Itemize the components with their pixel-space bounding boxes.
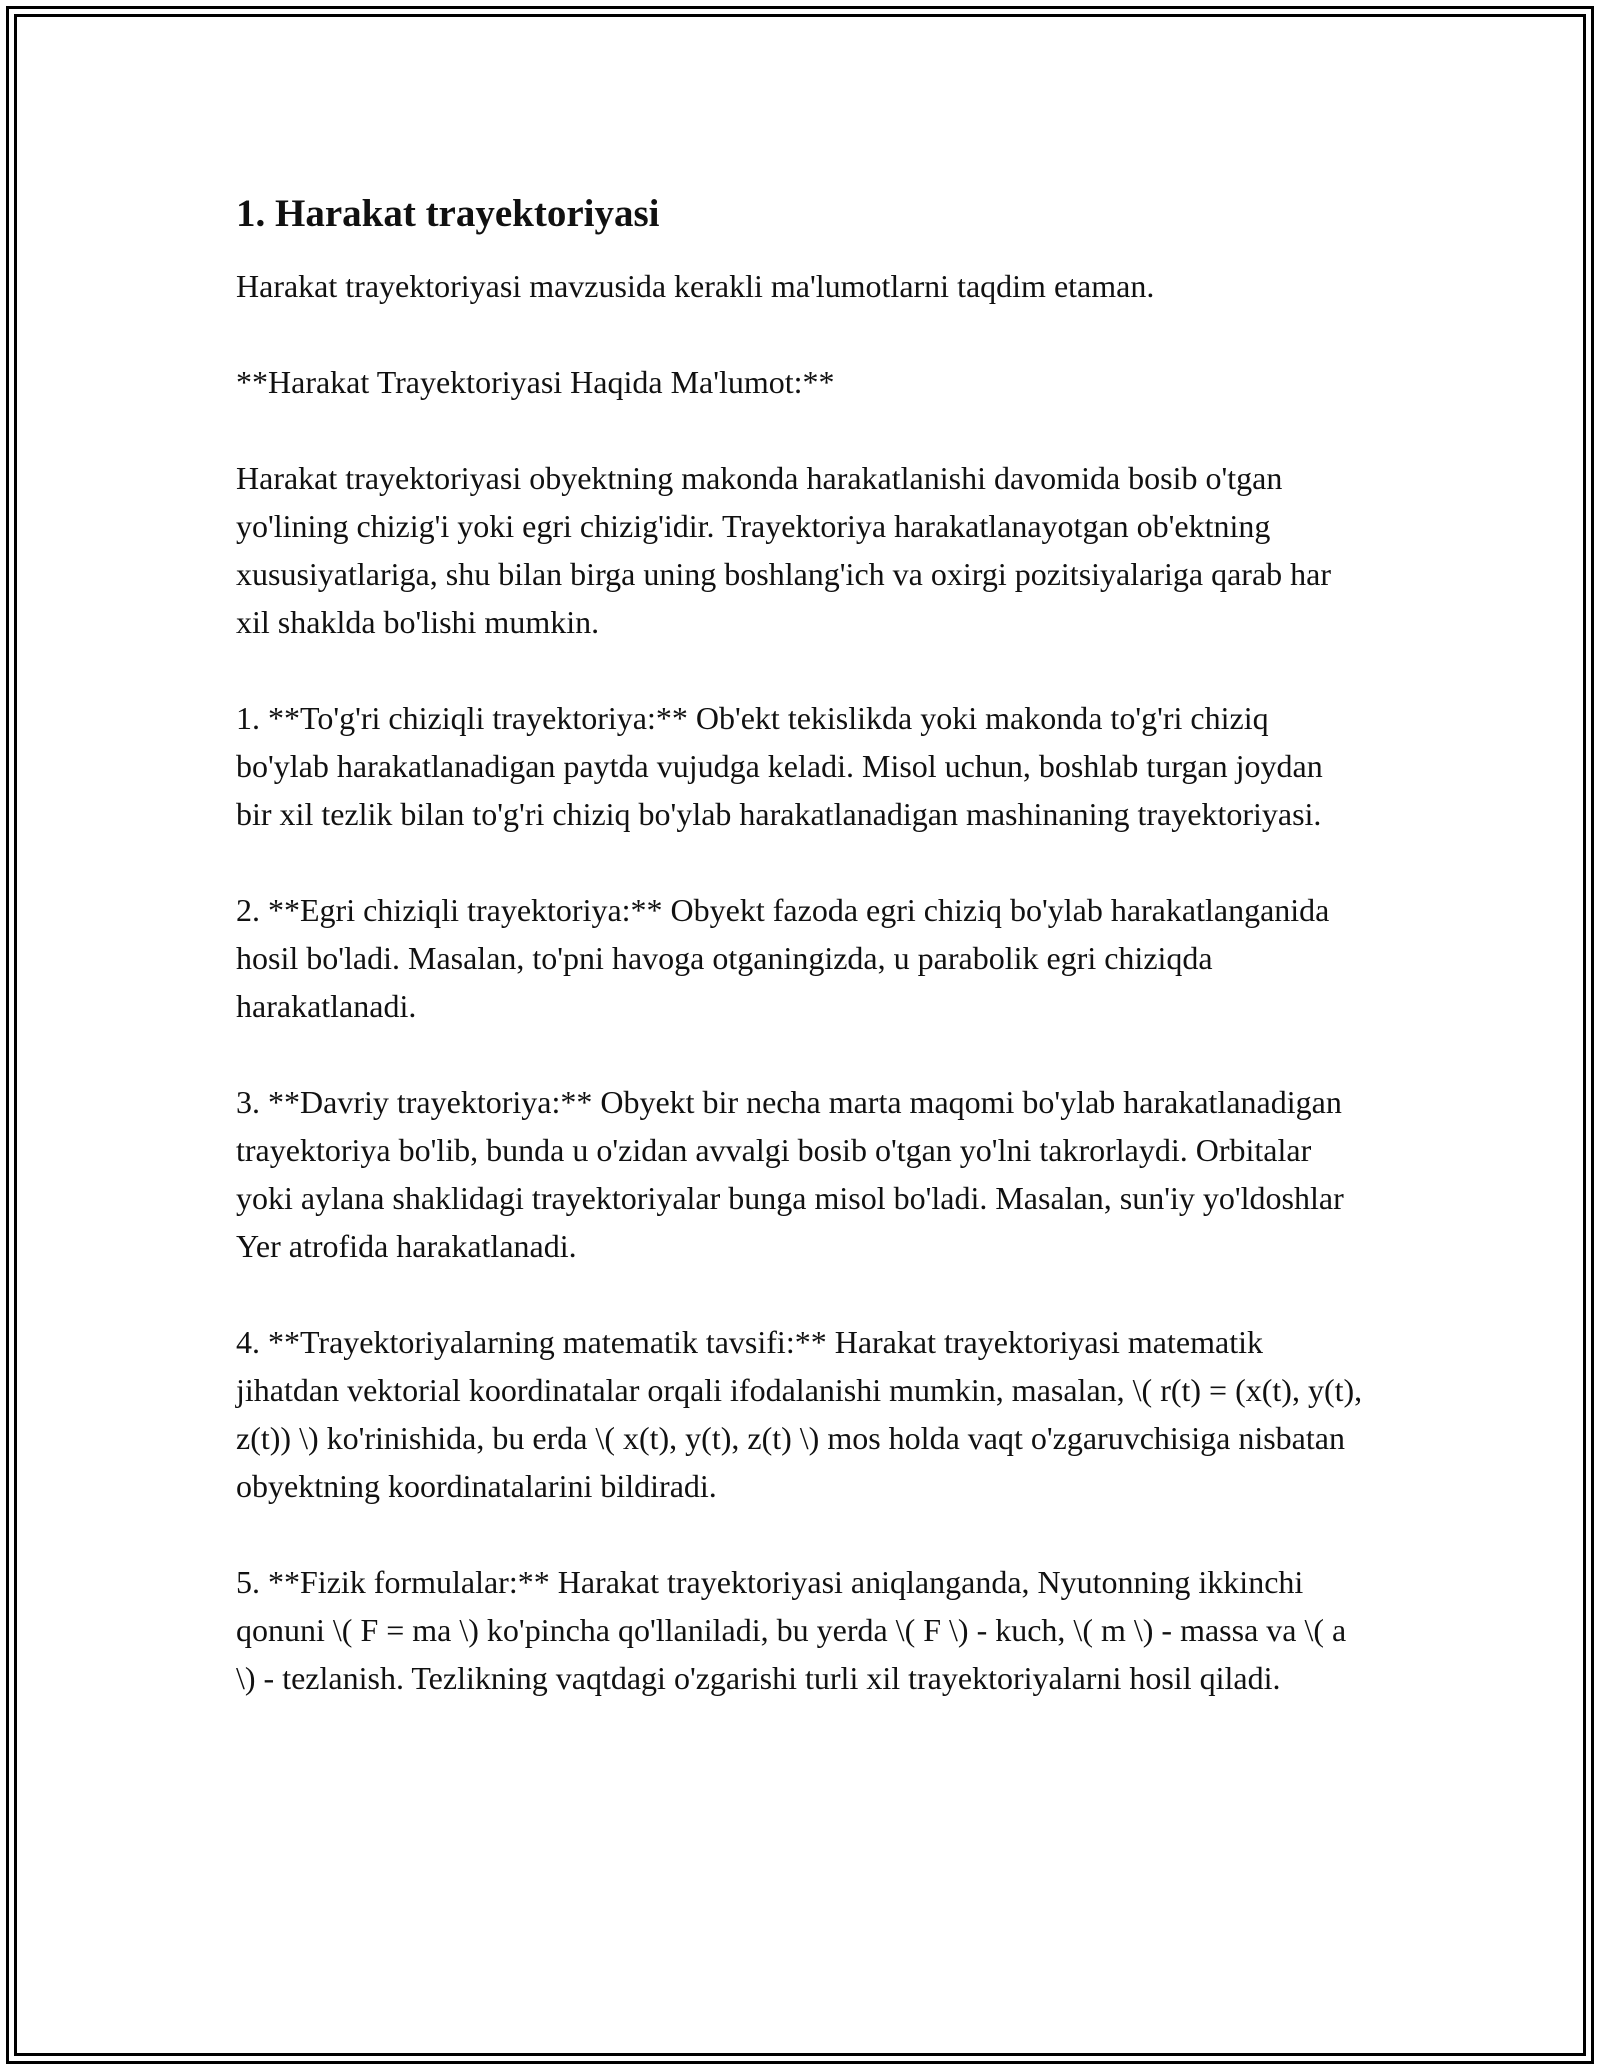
paragraph-section-heading: **Harakat Trayektoriyasi Haqida Ma'lumot:** (236, 364, 835, 400)
list-item-curved-trajectory: 2. **Egri chiziqli trayektoriya:** Obyekt fazoda egri chiziq bo'ylab harakatlanganida hosil bo'ladi. Masalan, to'pni havoga otganingizda, u parabolik egri chiziqda harakatlanadi. (236, 892, 1330, 1024)
paragraph-intro: Harakat trayektoriyasi mavzusida kerakli ma'lumotlarni taqdim etaman. (236, 268, 1155, 304)
list-item-periodic-trajectory: 3. **Davriy trayektoriya:** Obyekt bir necha marta maqomi bo'ylab harakatlanadigan trayektoriya bo'lib, bunda u o'zidan avvalgi bosib o'tgan yo'lni takrorlaydi. Orbitalar yoki aylana shaklidagi trayektoriyalar bunga misol bo'ladi. Masalan, sun'iy yo'ldoshlar Yer atrofida harakatlanadi. (236, 1084, 1344, 1264)
list-item-physics-formulas: 5. **Fizik formulalar:** Harakat trayektoriyasi aniqlanganda, Nyutonning ikkinchi qonuni \( F = ma \) ko'pincha qo'llaniladi, bu yerda \( F \) - kuch, \( m \) - massa va \( a \) - tezlanish. Tezlikning vaqtdagi o'zgarishi turli xil trayektoriyalarni hosil qiladi. (236, 1564, 1347, 1696)
list-item-math-description: 4. **Trayektoriyalarning matematik tavsifi:** Harakat trayektoriyasi matematik jihatdan vektorial koordinatalar orqali ifodalanishi mumkin, masalan, \( r(t) = (x(t), y(t), z(t)) \) ko'rinishida, bu erda \( x(t), y(t), z(t) \) mos holda vaqt o'zgaruvchisiga nisbatan obyektning koordinatalarini bildiradi. (236, 1324, 1363, 1504)
document-body (236, 186, 1366, 1750)
document-title: 1. Harakat trayektoriyasi (236, 192, 660, 235)
paragraph-definition: Harakat trayektoriyasi obyektning makonda harakatlanishi davomida bosib o'tgan yo'lining chizig'i yoki egri chizig'idir. Trayektoriya harakatlanayotgan ob'ektning xususiyatlariga, shu bilan birga uning boshlang'ich va oxirgi pozitsiyalariga qarab har xil shaklda bo'lishi mumkin. (236, 460, 1331, 640)
list-item-straight-trajectory: 1. **To'g'ri chiziqli trayektoriya:** Ob'ekt tekislikda yoki makonda to'g'ri chiziq bo'ylab harakatlanadigan paytda vujudga keladi. Misol uchun, boshlab turgan joydan bir xil tezlik bilan to'g'ri chiziq bo'ylab harakatlanadigan mashinaning trayektoriyasi. (236, 700, 1323, 832)
